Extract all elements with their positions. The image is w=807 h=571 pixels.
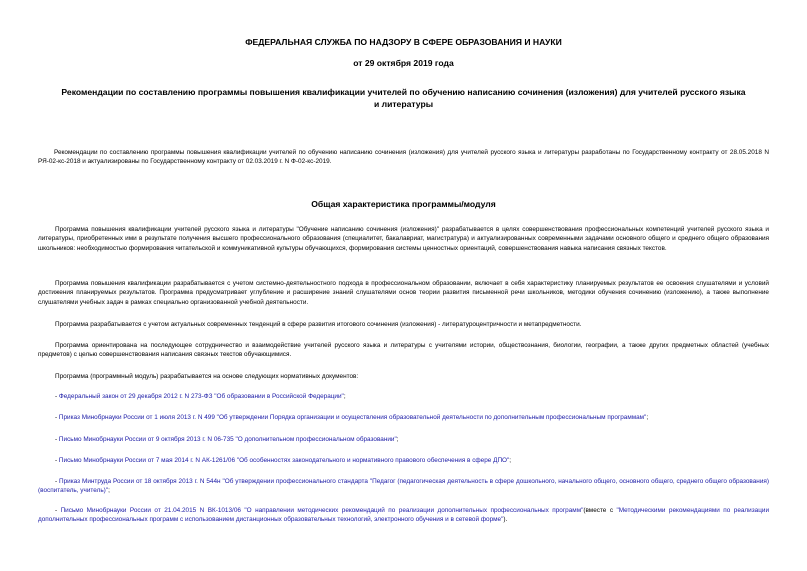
- order-544n-link[interactable]: Приказ Минтруда России от 18 октября 2013 г. N 544н "Об утверждении профессионального стандарта "Педагог (педагогическая деятельность в сфере дошкольного, начального общего, основного общего, среднего общего образования) (воспитатель, учитель)": [38, 478, 769, 495]
- paragraph-3: Программа разрабатывается с учетом актуальных современных тенденций в сфере развития итогового сочинения (изложения) - литературоцентричности и метапредметности.: [55, 321, 582, 328]
- document-date: от 29 октября 2019 года: [353, 58, 454, 68]
- letter-06-735-link[interactable]: Письмо Минобрнауки России от 9 октября 2013 г. N 06-735 "О дополнительном профессиональном образовании": [58, 436, 397, 443]
- document-title: Рекомендации по составлению программы повышения квалификации учителей по обучению написанию сочинения (изложения) для учителей русского языка и литературы: [61, 87, 746, 109]
- list-item: - Приказ Минобрнауки России от 1 июля 2013 г. N 499 "Об утверждении Порядка организации и осуществления образовательной деятельности по дополнительным профессиональным программам";: [55, 414, 649, 421]
- list-item: - Приказ Минтруда России от 18 октября 2013 г. N 544н "Об утверждении профессионального стандарта "Педагог (педагогическая деятельность в сфере дошкольного, начального общего, основного общего, среднего общего образования) (воспитатель, учитель)";: [38, 478, 769, 495]
- paragraph-1: Программа повышения квалификации учителей русского языка и литературы "Обучение написанию сочинения (изложения)" разрабатывается в целях совершенствования профессиональных компетенций учителей русского языка и литературы, приобретенных ими в результате получения высшего профессионального образования (специалитет, бакалавриат, магистратура) и актуализированных современными задачами основного общего и среднего общего образования школьников: необходимостью формирования читательской и коммуникативной культуры обучающихся, формирования системы ценностных ориентаций, совершенствования навыка написания связных текстов.: [38, 226, 769, 252]
- order-499-link[interactable]: Приказ Минобрнауки России от 1 июля 2013 г. N 499 "Об утверждении Порядка организации и осуществления образовательной деятельности по дополнительным профессиональным программам": [58, 414, 647, 421]
- law-273-link[interactable]: Федеральный закон от 29 декабря 2012 г. N 273-ФЗ "Об образовании в Российской Федерации": [58, 393, 344, 400]
- method-recommendations-link[interactable]: "Методическими рекомендациями по реализации дополнительных профессиональных программ с использованием дистанционных образовательных технологий, электронного обучения и в сетевой форме": [38, 507, 770, 524]
- intro-paragraph: Рекомендации по составлению программы повышения квалификации учителей по обучению написанию сочинения (изложения) для учителей русского языка и литературы разработаны по Государственному контракту от 28.05.2018 N РЯ-02-кс-2018 и актуализированы по Государственному контракту от 02.03.2019 г. N Ф-02-кс-2019.: [38, 149, 769, 166]
- paragraph-4: Программа ориентирована на последующее сотрудничество и взаимодействие учителей русского языка и литературы с учителями истории, обществознания, биологии, географии, а также других предметных областей (учебных предметов) с целью совершенствования написания связных текстов обучающимися.: [38, 342, 769, 359]
- list-item: - Федеральный закон от 29 декабря 2012 г. N 273-ФЗ "Об образовании в Российской Федерации";: [55, 393, 346, 400]
- letter-ak-1261-link[interactable]: Письмо Минобрнауки России от 7 мая 2014 г. N АК-1261/06 "Об особенностях законодательного и нормативного правового обеспечения в сфере ДПО": [58, 457, 510, 464]
- agency-heading: ФЕДЕРАЛЬНАЯ СЛУЖБА ПО НАДЗОРУ В СФЕРЕ ОБРАЗОВАНИЯ И НАУКИ: [245, 37, 562, 47]
- list-item: - Письмо Минобрнауки России от 9 октября 2013 г. N 06-735 "О дополнительном профессиональном образовании";: [55, 436, 399, 443]
- list-item: - Письмо Минобрнауки России от 21.04.2015 N ВК-1013/06 "О направлении методических рекомендаций по реализации дополнительных профессиональных программ"(вместе с "Методическими рекомендациями по реализации дополнительных профессиональных программ с использованием дистанционных образовательных технологий, электронного обучения и в сетевой форме").: [38, 507, 770, 524]
- paragraph-5: Программа (программный модуль) разрабатывается на основе следующих нормативных документов:: [55, 373, 359, 380]
- paragraph-2: Программа повышения квалификации разрабатывается с учетом системно-деятельностного подхода в профессиональном образовании, включает в себя характеристику планируемых результатов ее освоения слушателями и условий достижения планируемых результатов. Программа предусматривает углубление и расширение знаний слушателями основ теории развития письменной речи школьников, методики обучения сочинению (изложению), а также выполнение слушателями учебных задач в рамках специально организованной учебной деятельности.: [38, 280, 769, 306]
- section-heading: Общая характеристика программы/модуля: [311, 199, 496, 209]
- list-item: - Письмо Минобрнауки России от 7 мая 2014 г. N АК-1261/06 "Об особенностях законодательного и нормативного правового обеспечения в сфере ДПО";: [55, 457, 512, 464]
- letter-vk-1013-link[interactable]: Письмо Минобрнауки России от 21.04.2015 N ВК-1013/06 "О направлении методических рекомендаций по реализации дополнительных профессиональных программ": [60, 507, 584, 514]
